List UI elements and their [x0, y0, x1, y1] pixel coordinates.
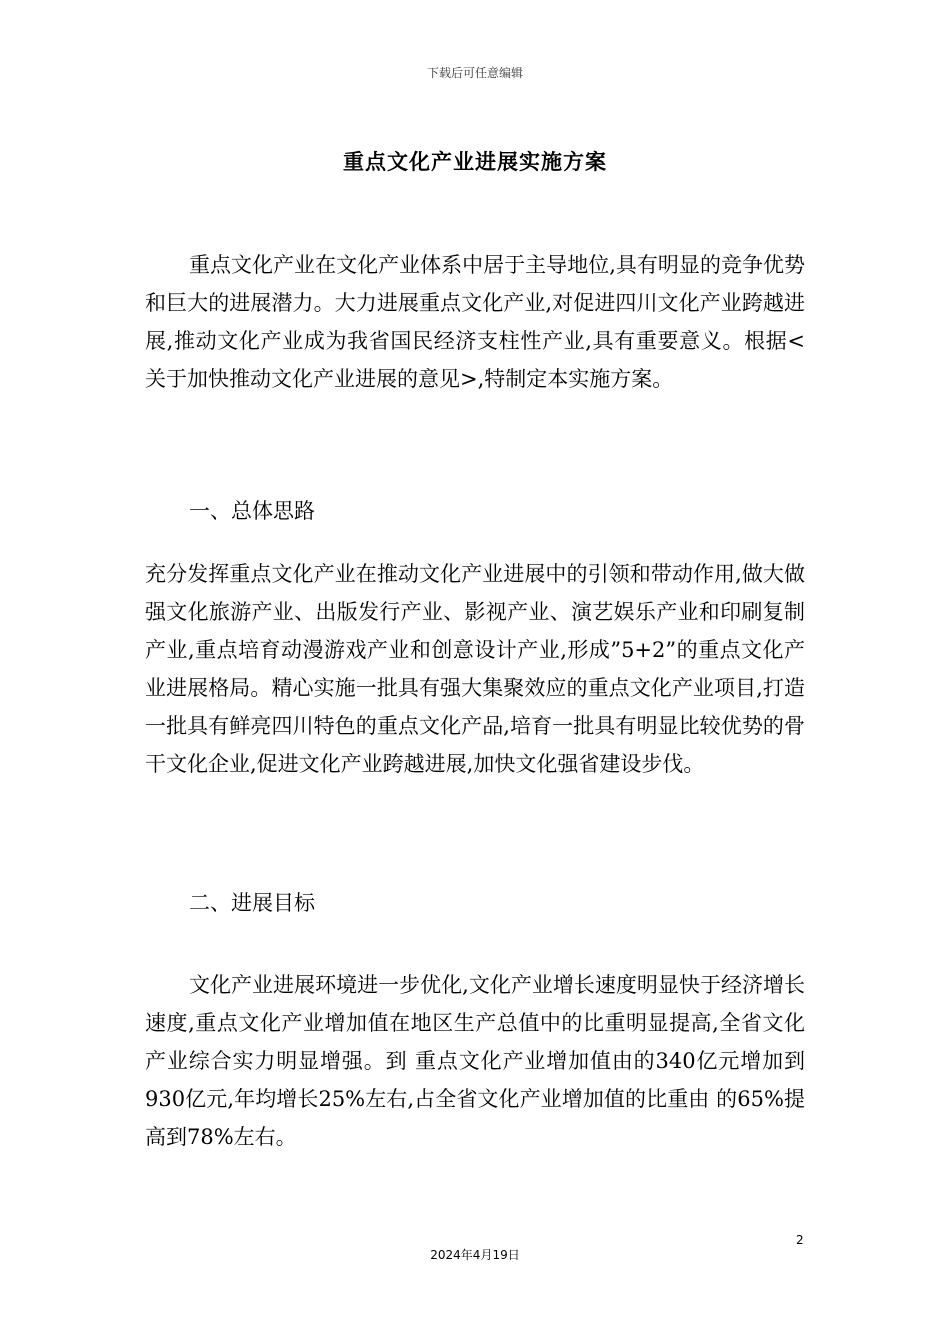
page-number: 2 — [796, 1233, 804, 1247]
section-2-paragraph: 文化产业进展环境进一步优化,文化产业增长速度明显快于经济增长速度,重点文化产业增加值在地区生产总值中的比重明显提高,全省文化产业综合实力明显增强。到 重点文化产业增加值由的340亿元增加到930亿元,年均增长25%左右,占全省文化产业增加值的比重由 的65%提高到78%左右。 — [145, 973, 805, 1149]
page-footer-date: 2024年4月19日 — [430, 1248, 520, 1262]
section-2-heading: 二、进展目标 — [189, 891, 315, 915]
page-header: 下载后可任意编辑 — [426, 66, 523, 80]
section-2 — [145, 966, 805, 1156]
section-1-heading: 一、总体思路 — [189, 499, 315, 523]
section-1 — [145, 555, 805, 783]
intro-section — [145, 246, 805, 398]
intro-paragraph: 重点文化产业在文化产业体系中居于主导地位,具有明显的竞争优势和巨大的进展潜力。大力进展重点文化产业,对促进四川文化产业跨越进展,推动文化产业成为我省国民经济支柱性产业,具有重要意义。根据<关于加快推动文化产业进展的意见>,特制定本实施方案。 — [145, 253, 805, 391]
section-1-paragraph: 充分发挥重点文化产业在推动文化产业进展中的引领和带动作用,做大做强文化旅游产业、出版发行产业、影视产业、演艺娱乐产业和印刷复制产业,重点培育动漫游戏产业和创意设计产业,形成”5+2”的重点文化产业进展格局。精心实施一批具有强大集聚效应的重点文化产业项目,打造一批具有鲜亮四川特色的重点文化产品,培育一批具有明显比较优势的骨干文化企业,促进文化产业跨越进展,加快文化强省建设步伐。 — [145, 562, 805, 776]
document-title: 重点文化产业进展实施方案 — [343, 149, 607, 174]
